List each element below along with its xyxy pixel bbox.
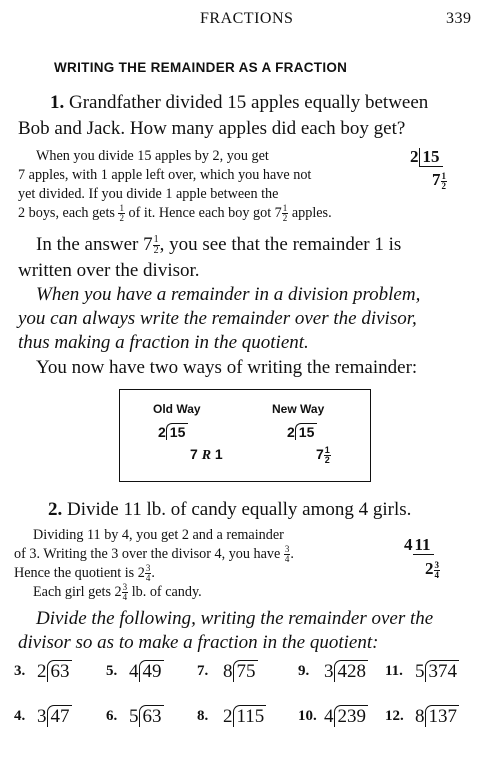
problem-2-question: 2. Divide 11 lb. of candy equally among 4 girls.: [48, 499, 412, 520]
exercise-number: 12.: [385, 708, 404, 724]
exercise-division: 2 63: [37, 661, 70, 682]
page-number: 339: [446, 10, 472, 27]
exercise-number: 6.: [106, 708, 118, 724]
exercise-number: 3.: [14, 663, 26, 679]
instructions-line-1: Divide the following, writing the remainder over the: [36, 608, 434, 629]
exercise-division: 3 428: [324, 661, 366, 682]
exercise-number: 11.: [385, 663, 403, 679]
problem-1-explanation-line-1: When you divide 15 apples by 2, you get: [36, 148, 269, 164]
rule-line-1: When you have a remainder in a division problem,: [36, 284, 421, 305]
section-title: WRITING THE REMAINDER AS A FRACTION: [54, 60, 348, 75]
problem-2-explanation-line-2: of 3. Writing the 3 over the divisor 4, you have $\frac{3}{4}$ .: [14, 544, 294, 565]
exercise-number: 9.: [298, 663, 310, 679]
problem-1-quotient: 7 $\frac{1}{2}$: [432, 170, 446, 191]
exercise-division: 5 374: [415, 661, 457, 682]
answer-paragraph-line-2: written over the divisor.: [18, 260, 200, 281]
exercise-division: 8 137: [415, 706, 457, 727]
problem-1-question-line-1: 1. Grandfather divided 15 apples equally between: [50, 92, 429, 113]
half-fraction: $\frac{1}{2}$: [119, 203, 124, 224]
problem-2-number: 2.: [48, 499, 63, 520]
old-way-answer: 7 R 1: [190, 446, 223, 463]
old-way-label: Old Way: [153, 402, 201, 416]
problem-2-explanation-line-3: Hence the quotient is 2 $\frac{3}{4}$ .: [14, 563, 155, 584]
new-way-division: 2 15: [287, 423, 317, 440]
exercise-division: 2 115: [223, 706, 265, 727]
new-way-label: New Way: [272, 402, 325, 416]
exercise-division: 4 49: [129, 661, 162, 682]
exercise-division: 5 63: [129, 706, 162, 727]
exercise-number: 4.: [14, 708, 26, 724]
problem-2-long-division: 4 11: [404, 535, 434, 555]
old-way-division: 2 15: [158, 423, 188, 440]
instructions-line-2: divisor so as to make a fraction in the quotient:: [18, 632, 379, 653]
problem-1-number: 1.: [50, 92, 65, 113]
answer-paragraph-line-1: In the answer 7 $\frac{1}{2}$ , you see that the remainder 1 is: [36, 234, 402, 257]
rule-line-2: you can always write the remainder over the divisor,: [18, 308, 417, 329]
problem-1-explanation-line-3: yet divided. If you divide 1 apple between the: [18, 186, 279, 202]
exercise-number: 10.: [298, 708, 317, 724]
problem-1-question-line-2: Bob and Jack. How many apples did each boy get?: [18, 118, 406, 139]
exercise-number: 5.: [106, 663, 118, 679]
exercise-number: 7.: [197, 663, 209, 679]
problem-2-quotient: 2 $\frac{3}{4}$: [425, 559, 439, 580]
exercise-number: 8.: [197, 708, 209, 724]
rule-line-3: thus making a fraction in the quotient.: [18, 332, 309, 353]
problem-2-explanation-line-4: Each girl gets 2 $\frac{3}{4}$ lb. of candy.: [33, 582, 202, 603]
exercise-division: 8 75: [223, 661, 256, 682]
exercise-division: 4 239: [324, 706, 366, 727]
new-way-answer: 7 $\frac{1}{2}$: [316, 445, 330, 465]
half-fraction: $\frac{1}{2}$: [282, 203, 288, 224]
problem-2-explanation-line-1: Dividing 11 by 4, you get 2 and a remainder: [33, 527, 284, 543]
problem-1-explanation-line-2: 7 apples, with 1 apple left over, which you have not: [18, 167, 312, 183]
exercise-division: 3 47: [37, 706, 70, 727]
two-ways-sentence: You now have two ways of writing the remainder:: [36, 357, 418, 378]
problem-1-explanation-line-4: 2 boys, each gets $\frac{1}{2}$ of it. Hence each boy got 7 $\frac{1}{2}$ apples.: [18, 203, 332, 224]
problem-1-long-division: 2 15: [410, 147, 443, 167]
running-title: FRACTIONS: [200, 10, 294, 27]
